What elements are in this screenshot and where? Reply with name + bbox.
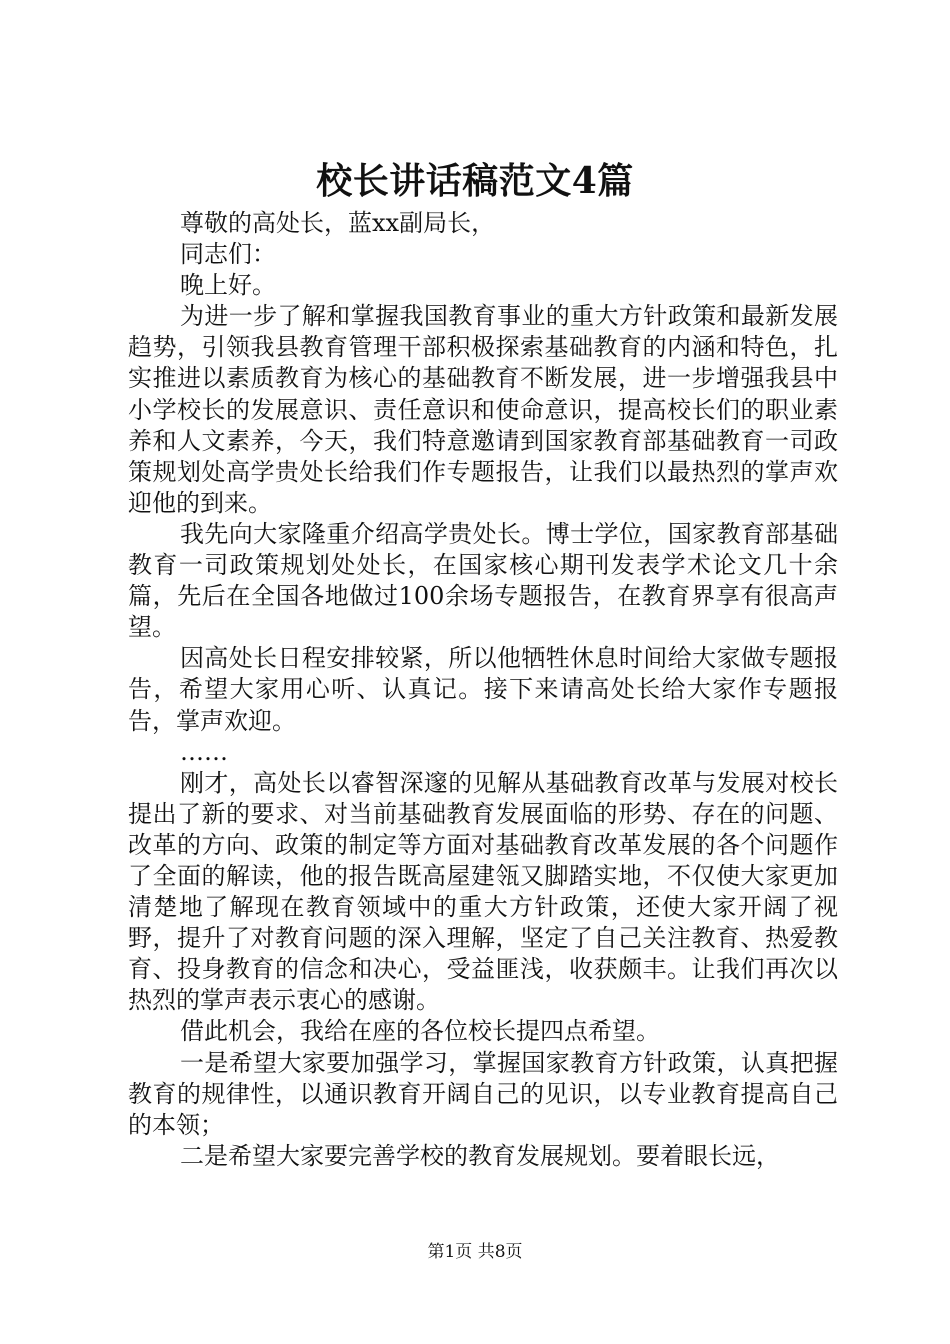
body-paragraph: 借此机会，我给在座的各位校长提四点希望。 [180,1017,660,1046]
document-body [128,208,838,1172]
body-paragraph: 二是希望大家要完善学校的教育发展规划。要着眼长远， [180,1141,780,1170]
body-paragraph: 因高处长日程安排较紧，所以他牺牲休息时间给大家做专题报告，希望大家用心听、认真记。接下来请高处长给大家作专题报告，掌声欢迎。 [128,644,838,735]
ellipsis-paragraph: …… [180,737,228,766]
body-paragraph: 刚才，高处长以睿智深邃的见解从基础教育改革与发展对校长提出了新的要求、对当前基础教育发展面临的形势、存在的问题、改革的方向、政策的制定等方面对基础教育改革发展的各个问题作了全面的解读，他的报告既高屋建瓴又脚踏实地，不仅使大家更加清楚地了解现在教育领域中的重大方针政策，还使大家开阔了视野，提升了对教育问题的深入理解，坚定了自己关注教育、热爱教育、投身教育的信念和决心，受益匪浅，收获颇丰。让我们再次以热烈的掌声表示衷心的感谢。 [128,768,838,1015]
document-title: 校长讲话稿范文4篇 [316,160,634,202]
page-footer: 第1页 共8页 [427,1242,523,1262]
body-paragraph: 一是希望大家要加强学习，掌握国家教育方针政策，认真把握教育的规律性，以通识教育开阔自己的见识，以专业教育提高自己的本领； [128,1048,838,1139]
greeting-paragraph: 晚上好。 [180,271,276,300]
body-paragraph: 我先向大家隆重介绍高学贵处长。博士学位，国家教育部基础教育一司政策规划处处长，在国家核心期刊发表学术论文几十余篇，先后在全国各地做过100余场专题报告，在教育界享有很高声望。 [128,519,838,642]
salutation-paragraph: 同志们： [180,240,276,269]
body-paragraph: 为进一步了解和掌握我国教育事业的重大方针政策和最新发展趋势，引领我县教育管理干部积极探索基础教育的内涵和特色，扎实推进以素质教育为核心的基础教育不断发展，进一步增强我县中小学校长的发展意识、责任意识和使命意识，提高校长们的职业素养和人文素养，今天，我们特意邀请到国家教育部基础教育一司政策规划处高学贵处长给我们作专题报告，让我们以最热烈的掌声欢迎他的到来。 [128,302,838,517]
salutation-paragraph: 尊敬的高处长，蓝xx副局长， [180,209,496,237]
